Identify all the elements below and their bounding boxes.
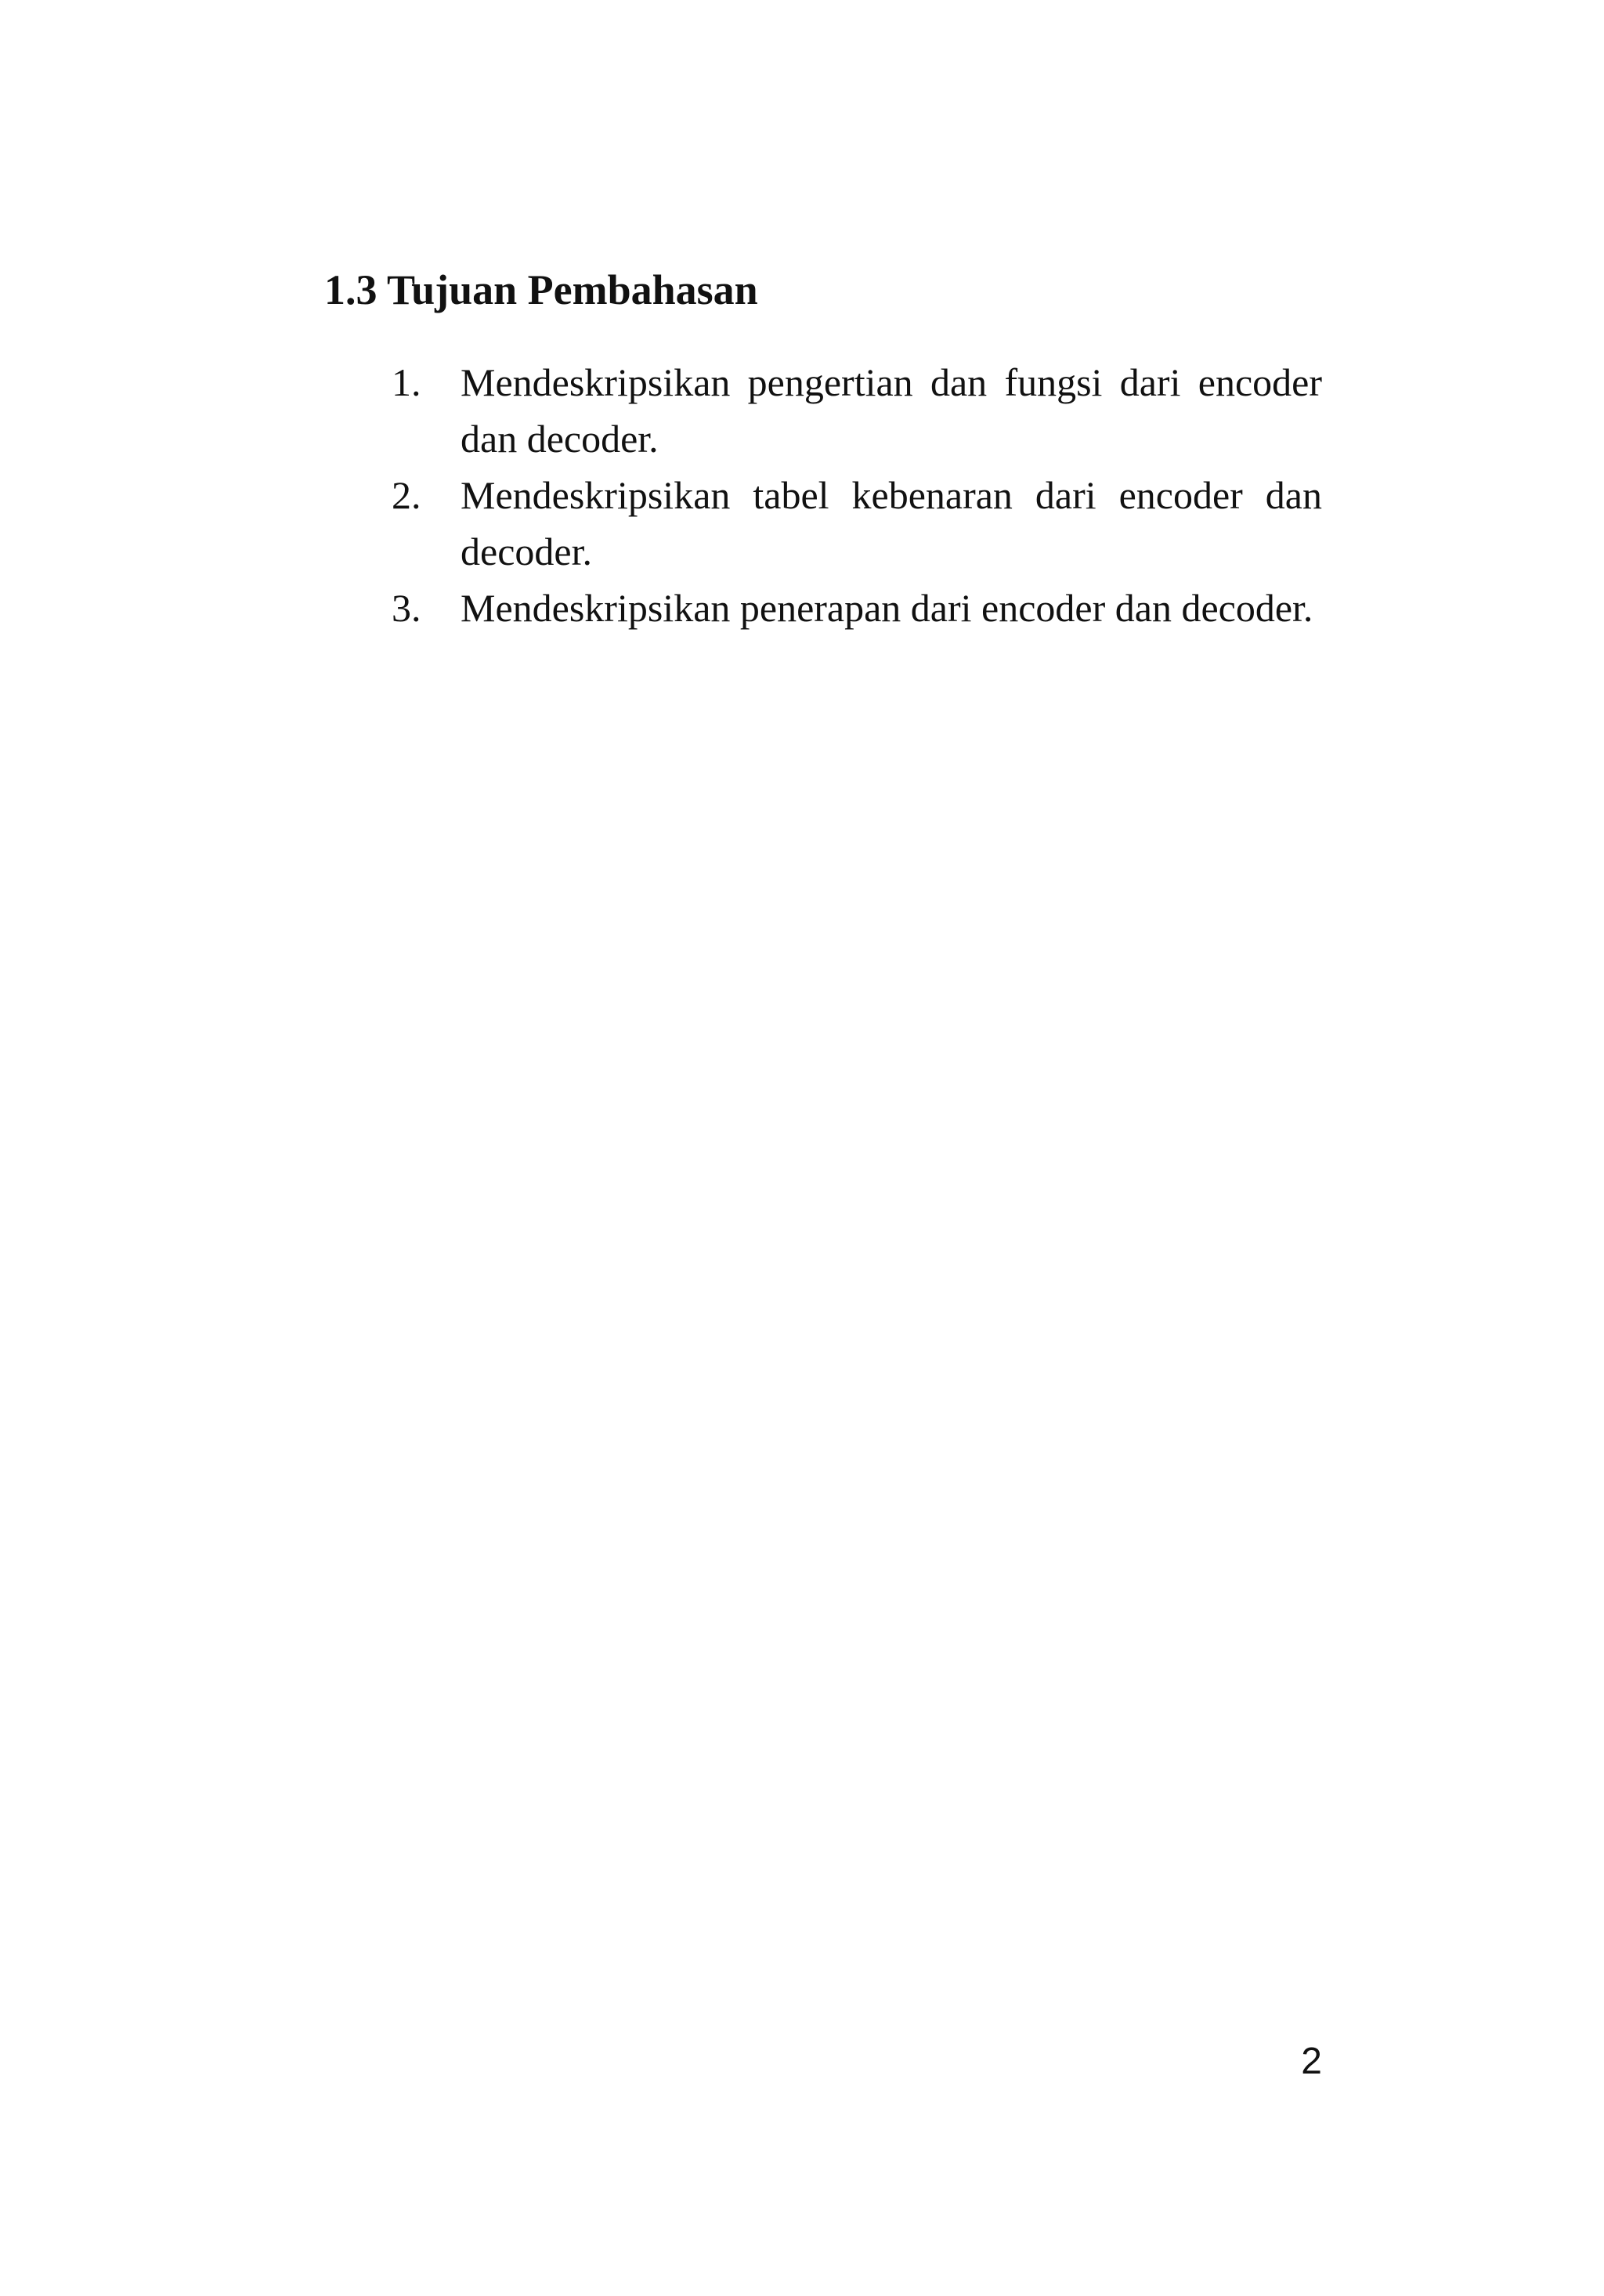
objective-text: Mendeskripsikan penerapan dari encoder dan decoder.	[461, 586, 1313, 630]
objective-item-3	[392, 580, 1322, 636]
objectives-list	[392, 354, 1322, 636]
objective-text: Mendeskripsikan pengertian dan fungsi dari encoder dan decoder.	[461, 360, 1322, 461]
objective-text: Mendeskripsikan tabel kebenaran dari encoder dan decoder.	[461, 473, 1322, 573]
page-number: 2	[1301, 2041, 1322, 2082]
objective-number: 1.	[392, 360, 421, 404]
objective-number: 3.	[392, 586, 421, 630]
section-heading: 1.3 Tujuan Pembahasan	[324, 266, 758, 313]
objective-item-2	[392, 467, 1322, 580]
objective-item-1	[392, 354, 1322, 467]
objective-number: 2.	[392, 473, 421, 517]
